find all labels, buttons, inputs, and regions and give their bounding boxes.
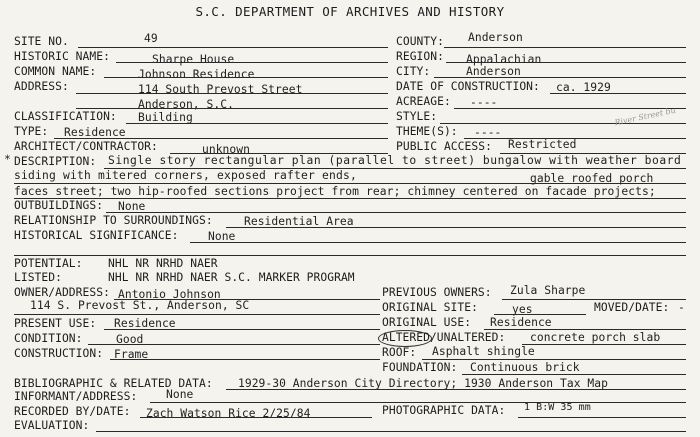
- common-name-label: COMMON NAME:: [14, 65, 97, 78]
- owner-address-label: OWNER/ADDRESS:: [14, 286, 110, 299]
- region-value: Appalachian: [466, 53, 542, 66]
- address-line2: [76, 108, 388, 109]
- bibliographic-value: 1929-30 Anderson City Directory; 1930 Anderson Tax Map: [238, 377, 608, 390]
- themes-value: ----: [474, 126, 502, 139]
- acreage-line: [454, 108, 686, 109]
- roof-line: [422, 359, 686, 360]
- original-site-value: yes: [512, 303, 533, 316]
- present-use-value: Residence: [114, 317, 176, 330]
- faint-margin-note: River Street bu: [613, 105, 677, 128]
- description-rule3: [14, 198, 686, 199]
- city-line: [434, 77, 686, 78]
- description-line1: Single story rectangular plan (parallel to street) bungalow with weather board: [108, 154, 682, 167]
- type-label: TYPE:: [14, 125, 49, 138]
- county-line: [444, 47, 686, 48]
- original-site-label: ORIGINAL SITE:: [382, 301, 478, 314]
- present-use-line: [104, 329, 380, 330]
- moved-date-value: -: [678, 301, 685, 314]
- relationship-line: [226, 227, 686, 228]
- original-use-line: [484, 329, 686, 330]
- recorded-by-label: RECORDED BY/DATE:: [14, 405, 131, 418]
- listed-label: LISTED:: [14, 271, 62, 284]
- city-label: CITY:: [396, 65, 431, 78]
- condition-label: CONDITION:: [14, 332, 83, 345]
- historical-significance-line: [190, 242, 686, 243]
- historical-significance-label: HISTORICAL SIGNIFICANCE:: [14, 229, 179, 242]
- date-of-construction-label: DATE OF CONSTRUCTION:: [396, 80, 540, 93]
- bibliographic-label: BIBLIOGRAPHIC & RELATED DATA:: [14, 377, 213, 390]
- owner-line2: [14, 314, 380, 315]
- historical-significance-value: None: [208, 230, 236, 243]
- address-line1: [76, 93, 388, 94]
- region-line: [446, 62, 686, 63]
- owner-line2-value: 114 S. Prevost St., Anderson, SC: [30, 299, 250, 312]
- card-title: S.C. DEPARTMENT OF ARCHIVES AND HISTORY: [195, 4, 505, 19]
- informant-line: [150, 402, 686, 403]
- altered-unaltered-label: ALTERED/UNALTERED:: [382, 331, 506, 344]
- common-name-line: [104, 77, 388, 78]
- relationship-value: Residential Area: [244, 215, 354, 228]
- potential-label: POTENTIAL:: [14, 257, 83, 270]
- moved-date-label: MOVED/DATE:: [594, 301, 670, 314]
- altered-value: concrete porch slab: [530, 331, 661, 344]
- photographic-data-line: [518, 417, 686, 418]
- classification-value: Building: [138, 111, 193, 124]
- description-line2a: siding with mitered corners, exposed rafter ends,: [14, 169, 358, 182]
- altered-line: [522, 344, 686, 345]
- description-label: DESCRIPTION:: [14, 155, 97, 168]
- recorded-by-line: [140, 417, 372, 418]
- evaluation-line: [96, 431, 686, 432]
- condition-value: Good: [116, 333, 144, 346]
- architect-label: ARCHITECT/CONTRACTOR:: [14, 140, 158, 153]
- type-line: [54, 138, 388, 139]
- outbuildings-line: [106, 212, 686, 213]
- potential-options: NHL NR NRHD NAER: [108, 257, 218, 270]
- informant-label: INFORMANT/ADDRESS:: [14, 390, 138, 403]
- present-use-label: PRESENT USE:: [14, 317, 97, 330]
- address-label: ADDRESS:: [14, 80, 69, 93]
- acreage-value: ----: [470, 96, 498, 109]
- bibliographic-line: [226, 389, 686, 390]
- previous-owners-line: [502, 299, 686, 300]
- type-value: Residence: [64, 126, 126, 139]
- roof-label: ROOF:: [382, 346, 417, 359]
- historic-name-value: Sharpe House: [152, 53, 235, 66]
- county-label: COUNTY:: [396, 35, 444, 48]
- listed-options: NHL NR NRHD NAER S.C. MARKER PROGRAM: [108, 271, 355, 284]
- previous-owners-value: Zula Sharpe: [510, 284, 586, 297]
- date-of-construction-value: ca. 1929: [556, 81, 611, 94]
- description-line3: faces street; two hip-roofed sections project from rear; chimney centered on facade projects;: [14, 185, 656, 198]
- architect-value: unknown: [202, 143, 250, 156]
- acreage-label: ACREAGE:: [396, 95, 451, 108]
- recorded-by-value: Zach Watson Rice 2/25/84: [146, 407, 311, 420]
- region-label: REGION:: [396, 50, 444, 63]
- section-divider: [14, 255, 686, 256]
- county-value: Anderson: [468, 31, 523, 44]
- classification-label: CLASSIFICATION:: [14, 110, 117, 123]
- date-of-construction-line: [550, 93, 686, 94]
- owner-line1-value: Antonio Johnson: [118, 288, 221, 301]
- outbuildings-value: None: [118, 200, 146, 213]
- style-label: STYLE:: [396, 110, 438, 123]
- construction-line: [110, 359, 380, 360]
- construction-label: CONSTRUCTION:: [14, 347, 104, 360]
- site-no-label: SITE NO.: [14, 35, 69, 48]
- classification-line: [126, 123, 388, 124]
- common-name-value: Johnson Residence: [138, 68, 255, 81]
- foundation-label: FOUNDATION:: [382, 361, 458, 374]
- description-line2b: gable roofed porch: [530, 172, 654, 185]
- themes-label: THEME(S):: [396, 125, 458, 138]
- public-access-label: PUBLIC ACCESS:: [396, 140, 492, 153]
- foundation-line: [462, 374, 686, 375]
- original-use-value: Residence: [490, 316, 552, 329]
- site-no-value: 49: [144, 32, 158, 45]
- description-rule2: [14, 183, 686, 184]
- address-line2-value: Anderson, S.C.: [138, 98, 234, 111]
- historic-name-line: [116, 62, 388, 63]
- photographic-data-label: PHOTOGRAPHIC DATA:: [382, 404, 506, 417]
- construction-value: Frame: [114, 348, 149, 361]
- relationship-label: RELATIONSHIP TO SURROUNDINGS:: [14, 214, 213, 227]
- address-line1-value: 114 South Prevost Street: [138, 83, 303, 96]
- condition-line: [88, 344, 380, 345]
- foundation-value: Continuous brick: [470, 361, 580, 374]
- informant-value: None: [166, 388, 194, 401]
- public-access-value: Restricted: [508, 138, 577, 151]
- photographic-data-value: 1 B:W 35 mm: [524, 402, 591, 413]
- historic-name-label: HISTORIC NAME:: [14, 50, 110, 63]
- site-no-line: [78, 47, 388, 48]
- city-value: Anderson: [466, 65, 521, 78]
- outbuildings-label: OUTBUILDINGS:: [14, 199, 104, 212]
- original-use-label: ORIGINAL USE:: [382, 316, 472, 329]
- previous-owners-label: PREVIOUS OWNERS:: [382, 286, 492, 299]
- roof-value: Asphalt shingle: [432, 345, 535, 358]
- asterisk-mark: *: [4, 153, 11, 166]
- evaluation-label: EVALUATION:: [14, 419, 90, 432]
- original-site-line: [494, 314, 586, 315]
- style-line: [440, 123, 686, 124]
